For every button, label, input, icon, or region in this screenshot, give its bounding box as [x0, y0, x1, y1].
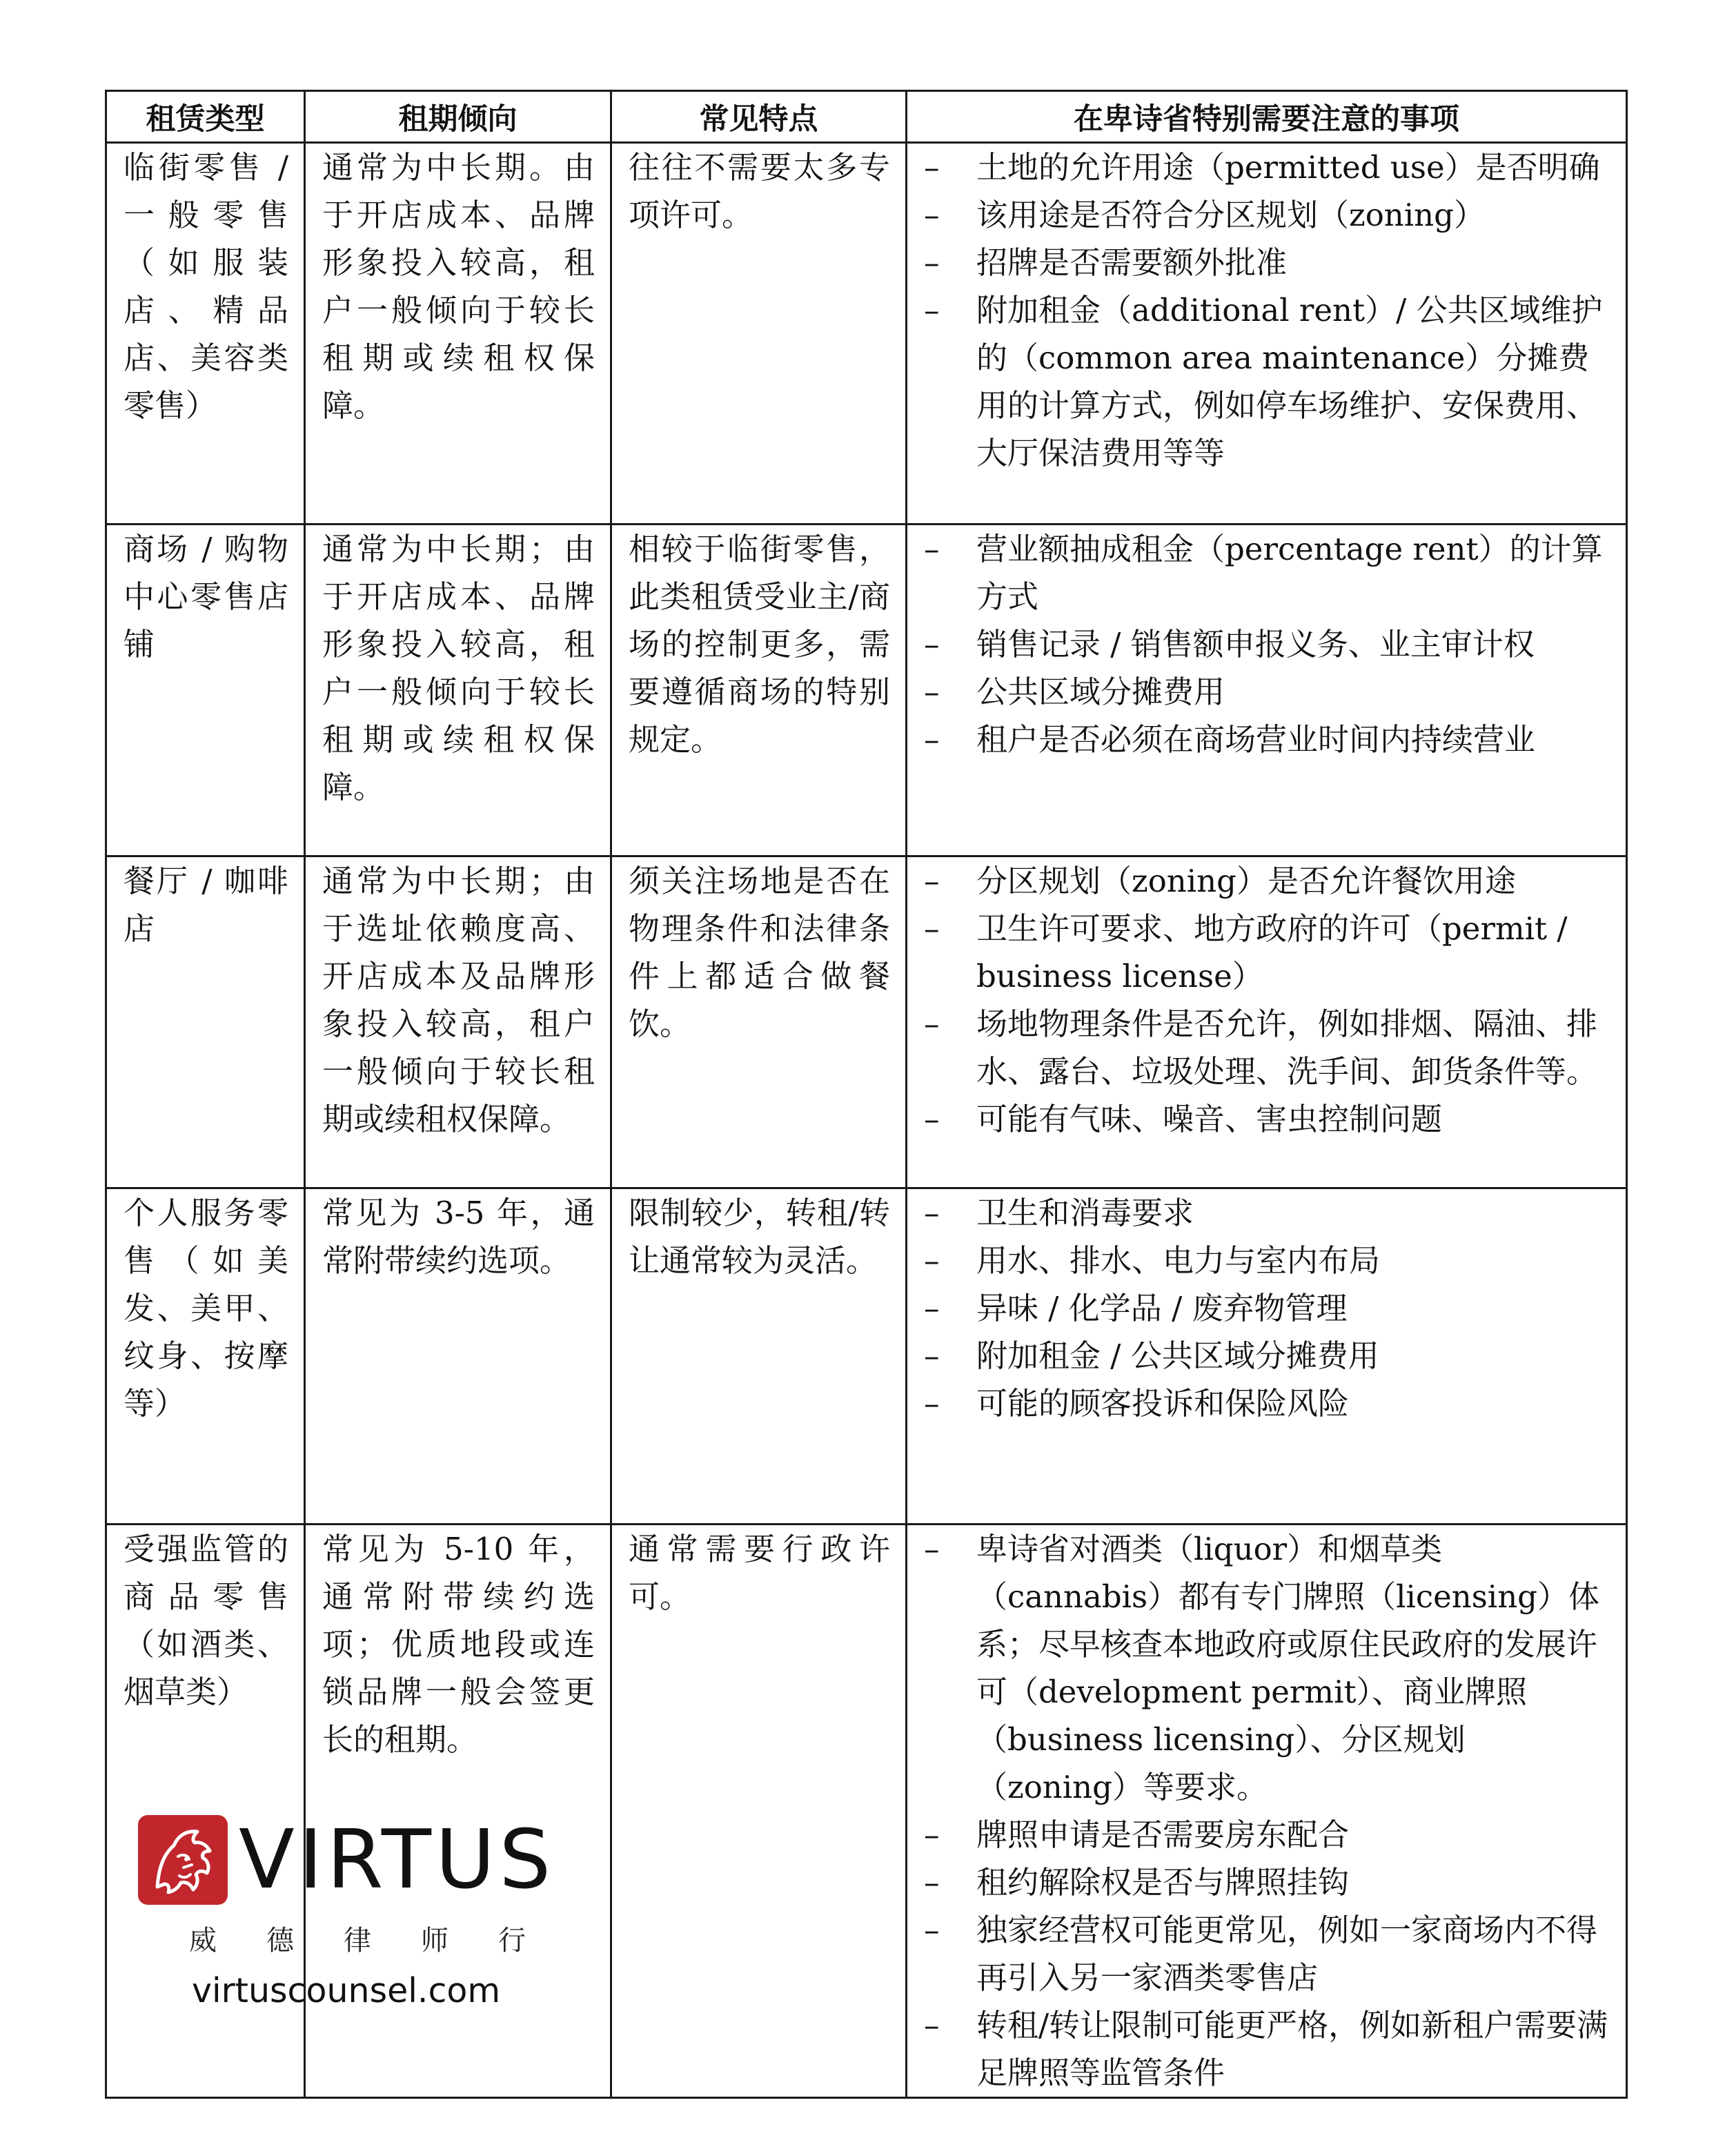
bc-notes-cell	[907, 856, 1627, 1188]
notes-list	[924, 1525, 1610, 2097]
dash-bullet: –	[924, 863, 940, 899]
list-item	[924, 857, 1610, 905]
dash-bullet: –	[924, 910, 940, 947]
note-text: 附加租金（additional rent）/ 公共区域维护的（common area maintenance）分摊费用的计算方式，例如停车场维护、安保费用、大厅保洁费用等等	[976, 292, 1603, 471]
list-item	[924, 2001, 1610, 2097]
list-item	[924, 144, 1610, 191]
list-item	[924, 286, 1610, 477]
common-features-cell: 相较于临街零售，此类租赁受业主/商场的控制更多，需要遵循商场的特别规定。	[611, 525, 907, 856]
dash-bullet: –	[924, 1816, 940, 1853]
term-tendency-cell: 通常为中长期；由于选址依赖度高、开店成本及品牌形象投入较高，租户一般倾向于较长租期或续租权保障。	[305, 856, 611, 1188]
header-lease-type: 租赁类型	[106, 91, 305, 143]
dash-bullet: –	[924, 674, 940, 710]
list-item	[924, 1859, 1610, 1906]
table-header-row	[106, 91, 1627, 143]
dash-bullet: –	[924, 197, 940, 233]
bc-notes-cell	[907, 143, 1627, 525]
dash-bullet: –	[924, 531, 940, 567]
dash-bullet: –	[924, 244, 940, 281]
note-text: 租约解除权是否与牌照挂钩	[976, 1864, 1350, 1901]
notes-list	[924, 144, 1610, 477]
dash-bullet: –	[924, 2007, 940, 2044]
dash-bullet: –	[924, 1006, 940, 1042]
note-text: 公共区域分摊费用	[976, 674, 1225, 710]
note-text: 分区规划（zoning）是否允许餐饮用途	[976, 863, 1516, 899]
list-item	[924, 668, 1610, 716]
lease-type-cell: 餐厅 / 咖啡店	[106, 856, 305, 1188]
list-item	[924, 1237, 1610, 1284]
notes-list	[924, 525, 1610, 763]
note-text: 转租/转让限制可能更严格，例如新租户需要满足牌照等监管条件	[976, 2007, 1608, 2091]
dash-bullet: –	[924, 1912, 940, 1948]
list-item	[924, 1284, 1610, 1332]
term-tendency-cell: 通常为中长期。由于开店成本、品牌形象投入较高，租户一般倾向于较长租期或续租权保障。	[305, 143, 611, 525]
bc-notes-cell	[907, 1188, 1627, 1525]
lease-type-cell: 受强监管的商品零售（如酒类、烟草类）	[106, 1525, 305, 2098]
common-features-cell: 限制较少，转租/转让通常较为灵活。	[611, 1188, 907, 1525]
logo-chinese-name: 威德律师行	[189, 1925, 575, 1957]
note-text: 牌照申请是否需要房东配合	[976, 1816, 1350, 1853]
common-features-cell: 往往不需要太多专项许可。	[611, 143, 907, 525]
note-text: 该用途是否符合分区规划（zoning）	[976, 197, 1485, 233]
bc-notes-cell	[907, 525, 1627, 856]
note-text: 招牌是否需要额外批准	[976, 244, 1288, 281]
common-features-cell: 须关注场地是否在物理条件和法律条件上都适合做餐饮。	[611, 856, 907, 1188]
dash-bullet: –	[924, 1242, 940, 1279]
dash-bullet: –	[924, 1385, 940, 1422]
dash-bullet: –	[924, 1290, 940, 1326]
common-features-cell: 通常需要行政许可。	[611, 1525, 907, 2098]
note-text: 卑诗省对酒类（liquor）和烟草类（cannabis）都有专门牌照（licensing）体系；尽早核查本地政府或原住民政府的发展许可（development permit）、商业牌照（business licensing）、分区规划（zoning）等要求。	[976, 1531, 1599, 1805]
header-common-features: 常见特点	[611, 91, 907, 143]
lease-type-cell: 临街零售 / 一般零售（如服装店、精品店、美容类零售）	[106, 143, 305, 525]
list-item	[924, 525, 1610, 620]
list-item	[924, 716, 1610, 763]
logo-website: virtuscounsel.com	[192, 1971, 501, 2010]
note-text: 可能有气味、噪音、害虫控制问题	[976, 1101, 1443, 1137]
leasing-comparison-table	[105, 90, 1628, 2099]
note-text: 营业额抽成租金（percentage rent）的计算方式	[976, 531, 1603, 615]
virtus-logo	[138, 1812, 575, 2022]
list-item	[924, 1332, 1610, 1380]
note-text: 卫生许可要求、地方政府的许可（permit / business license）	[976, 910, 1568, 994]
note-text: 土地的允许用途（permitted use）是否明确	[976, 149, 1600, 186]
list-item	[924, 1095, 1610, 1143]
table-row	[106, 856, 1627, 1188]
header-bc-notes: 在卑诗省特别需要注意的事项	[907, 91, 1627, 143]
dash-bullet: –	[924, 1195, 940, 1231]
note-text: 独家经营权可能更常见，例如一家商场内不得再引入另一家酒类零售店	[976, 1912, 1598, 1996]
header-term-tendency: 租期倾向	[305, 91, 611, 143]
dash-bullet: –	[924, 149, 940, 186]
list-item	[924, 191, 1610, 239]
dash-bullet: –	[924, 1531, 940, 1567]
note-text: 可能的顾客投诉和保险风险	[976, 1385, 1350, 1422]
note-text: 场地物理条件是否允许，例如排烟、隔油、排水、露台、垃圾处理、洗手间、卸货条件等。	[976, 1006, 1598, 1090]
term-tendency-cell: 常见为 3-5 年，通常附带续约选项。	[305, 1188, 611, 1525]
table-row	[106, 1188, 1627, 1525]
list-item	[924, 1811, 1610, 1859]
note-text: 附加租金 / 公共区域分摊费用	[976, 1337, 1379, 1374]
lion-head-icon	[138, 1815, 228, 1905]
table-row	[106, 143, 1627, 525]
bc-notes-cell	[907, 1525, 1627, 2098]
list-item	[924, 1189, 1610, 1237]
dash-bullet: –	[924, 292, 940, 329]
notes-list	[924, 1189, 1610, 1427]
dash-bullet: –	[924, 1101, 940, 1137]
term-tendency-cell: 通常为中长期；由于开店成本、品牌形象投入较高，租户一般倾向于较长租期或续租权保障。	[305, 525, 611, 856]
note-text: 租户是否必须在商场营业时间内持续营业	[976, 721, 1536, 758]
table-row	[106, 525, 1627, 856]
note-text: 异味 / 化学品 / 废弃物管理	[976, 1290, 1348, 1326]
list-item	[924, 1000, 1610, 1095]
notes-list	[924, 857, 1610, 1143]
list-item	[924, 1380, 1610, 1427]
list-item	[924, 620, 1610, 668]
logo-wordmark: VIRTUS	[239, 1812, 555, 1907]
note-text: 用水、排水、电力与室内布局	[976, 1242, 1381, 1279]
list-item	[924, 1906, 1610, 2001]
dash-bullet: –	[924, 1337, 940, 1374]
list-item	[924, 239, 1610, 286]
note-text: 卫生和消毒要求	[976, 1195, 1194, 1231]
lease-type-cell: 个人服务零售（如美发、美甲、纹身、按摩等）	[106, 1188, 305, 1525]
dash-bullet: –	[924, 721, 940, 758]
list-item	[924, 905, 1610, 1000]
list-item	[924, 1525, 1610, 1811]
note-text: 销售记录 / 销售额申报义务、业主审计权	[976, 626, 1535, 663]
term-tendency-cell: 常见为 5-10 年，通常附带续约选项；优质地段或连锁品牌一般会签更长的租期。	[305, 1525, 611, 2098]
dash-bullet: –	[924, 626, 940, 663]
dash-bullet: –	[924, 1864, 940, 1901]
lease-type-cell: 商场 / 购物中心零售店铺	[106, 525, 305, 856]
